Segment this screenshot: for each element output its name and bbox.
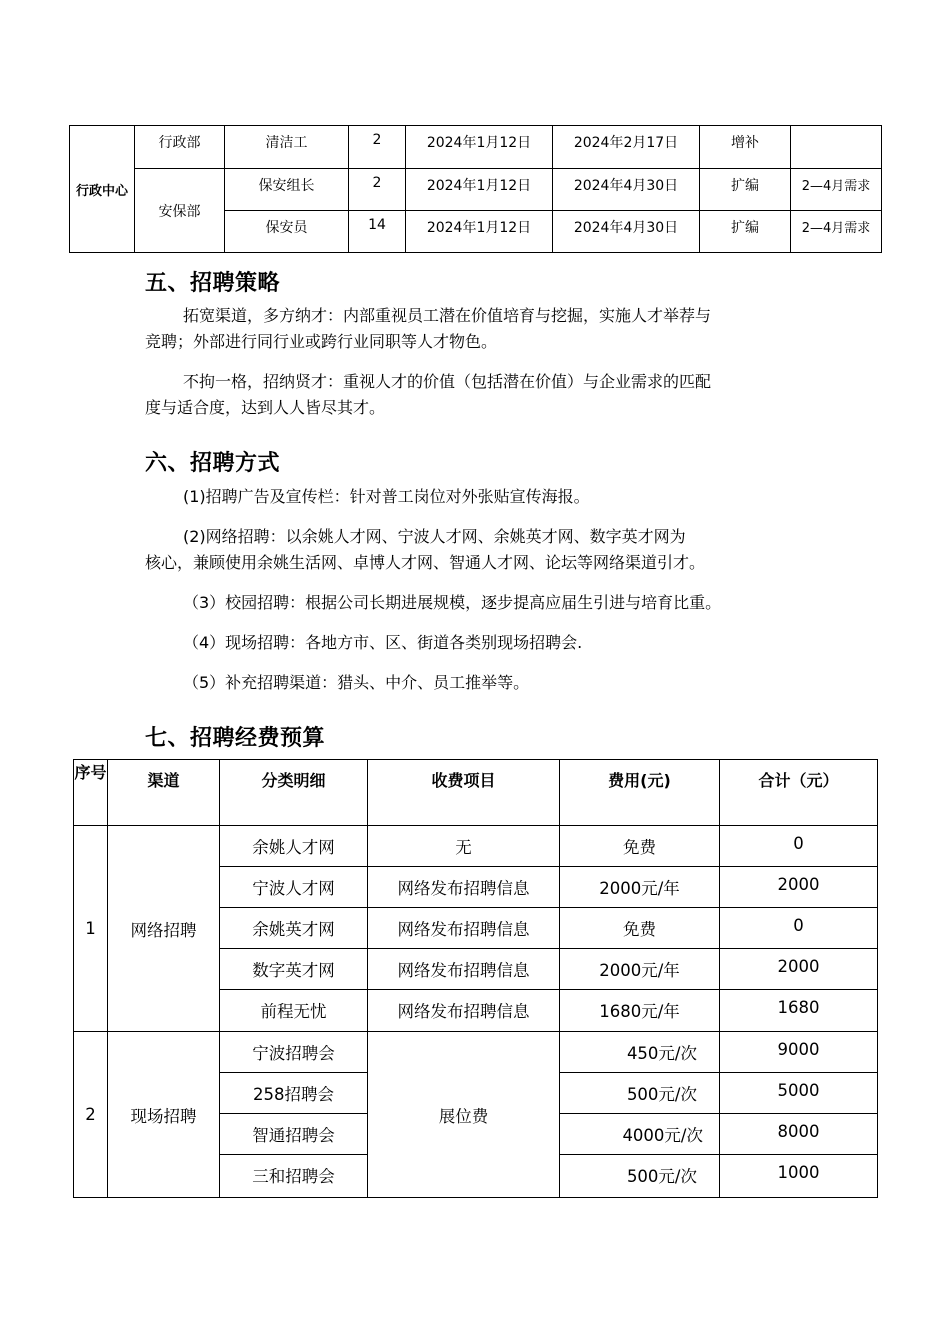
budget-table (73, 759, 878, 1198)
strategy-p2-line2: 度与适合度，达到人人皆尽其才。 (145, 398, 386, 417)
strategy-p1-line2: 竞聘；外部进行同行业或跨行业同职等人才物色。 (145, 332, 498, 351)
staffing-table (69, 125, 882, 253)
type-cell: 扩编 (700, 211, 791, 253)
detail-cell: 三和招聘会 (220, 1155, 368, 1198)
group-2-channel: 现场招聘 (108, 1032, 220, 1198)
position-cell: 保安组长 (225, 169, 349, 211)
group-1-channel: 网络招聘 (108, 826, 220, 1032)
detail-cell: 余姚人才网 (220, 826, 368, 867)
total-cell: 1000 (720, 1155, 878, 1198)
header-total: 合计（元） (720, 760, 878, 826)
count-cell: 14 (349, 211, 406, 253)
fee-cell: 450元/次 (560, 1032, 720, 1073)
method-item-5: （5）补充招聘渠道：猎头、中介、员工推举等。 (183, 673, 530, 692)
section-5-heading: 五、招聘策略 (145, 271, 281, 296)
method-item-2-line1: (2)网络招聘：以余姚人才网、宁波人才网、余姚英才网、数字英才网为 (183, 527, 686, 546)
header-channel: 渠道 (108, 760, 220, 826)
count-cell: 2 (349, 169, 406, 211)
dept-cell: 行政部 (135, 126, 225, 169)
fee-cell: 免费 (560, 826, 720, 867)
detail-cell: 258招聘会 (220, 1073, 368, 1114)
header-no: 序号 (74, 760, 108, 826)
start-date-cell: 2024年1月12日 (406, 169, 553, 211)
detail-cell: 前程无忧 (220, 990, 368, 1032)
detail-cell: 余姚英才网 (220, 908, 368, 949)
fee-cell: 4000元/次 (560, 1114, 720, 1155)
end-date-cell: 2024年4月30日 (553, 211, 700, 253)
header-item: 收费项目 (368, 760, 560, 826)
total-cell: 0 (720, 908, 878, 949)
item-cell: 网络发布招聘信息 (368, 949, 560, 990)
total-cell: 5000 (720, 1073, 878, 1114)
type-cell: 增补 (700, 126, 791, 169)
detail-cell: 数字英才网 (220, 949, 368, 990)
header-detail: 分类明细 (220, 760, 368, 826)
fee-cell: 2000元/年 (560, 949, 720, 990)
position-cell: 清洁工 (225, 126, 349, 169)
item-cell: 网络发布招聘信息 (368, 990, 560, 1032)
item-cell: 网络发布招聘信息 (368, 908, 560, 949)
end-date-cell: 2024年4月30日 (553, 169, 700, 211)
strategy-p2-line1: 不拘一格，招纳贤才：重视人才的价值（包括潜在价值）与企业需求的匹配 (183, 372, 712, 391)
total-cell: 9000 (720, 1032, 878, 1073)
start-date-cell: 2024年1月12日 (406, 211, 553, 253)
total-cell: 2000 (720, 949, 878, 990)
total-cell: 8000 (720, 1114, 878, 1155)
position-cell: 保安员 (225, 211, 349, 253)
total-cell: 1680 (720, 990, 878, 1032)
fee-cell: 500元/次 (560, 1155, 720, 1198)
note-cell (791, 126, 882, 169)
total-cell: 2000 (720, 867, 878, 908)
fee-cell: 1680元/年 (560, 990, 720, 1032)
end-date-cell: 2024年2月17日 (553, 126, 700, 169)
fee-cell: 免费 (560, 908, 720, 949)
method-item-1: (1)招聘广告及宣传栏：针对普工岗位对外张贴宣传海报。 (183, 487, 590, 506)
start-date-cell: 2024年1月12日 (406, 126, 553, 169)
method-item-2-line2: 核心，兼顾使用余姚生活网、卓博人才网、智通人才网、论坛等网络渠道引才。 (145, 553, 706, 572)
dept-cell: 安保部 (135, 169, 225, 253)
center-cell: 行政中心 (70, 126, 135, 253)
section-7-heading: 七、招聘经费预算 (145, 726, 326, 751)
header-fee: 费用(元) (560, 760, 720, 826)
group-2-no: 2 (74, 1032, 108, 1198)
type-cell: 扩编 (700, 169, 791, 211)
fee-cell: 2000元/年 (560, 867, 720, 908)
method-item-3: （3）校园招聘：根据公司长期进展规模，逐步提高应届生引进与培育比重。 (183, 593, 722, 612)
detail-cell: 智通招聘会 (220, 1114, 368, 1155)
booth-fee-cell: 展位费 (368, 1032, 560, 1198)
total-cell: 0 (720, 826, 878, 867)
count-cell: 2 (349, 126, 406, 169)
note-cell: 2—4月需求 (791, 169, 882, 211)
section-6-heading: 六、招聘方式 (145, 451, 281, 476)
detail-cell: 宁波招聘会 (220, 1032, 368, 1073)
method-item-4: （4）现场招聘：各地方市、区、街道各类别现场招聘会. (183, 633, 583, 652)
item-cell: 无 (368, 826, 560, 867)
fee-cell: 500元/次 (560, 1073, 720, 1114)
group-1-no: 1 (74, 826, 108, 1032)
note-cell: 2—4月需求 (791, 211, 882, 253)
item-cell: 网络发布招聘信息 (368, 867, 560, 908)
detail-cell: 宁波人才网 (220, 867, 368, 908)
strategy-p1-line1: 拓宽渠道，多方纳才：内部重视员工潜在价值培育与挖掘，实施人才举荐与 (183, 306, 712, 325)
